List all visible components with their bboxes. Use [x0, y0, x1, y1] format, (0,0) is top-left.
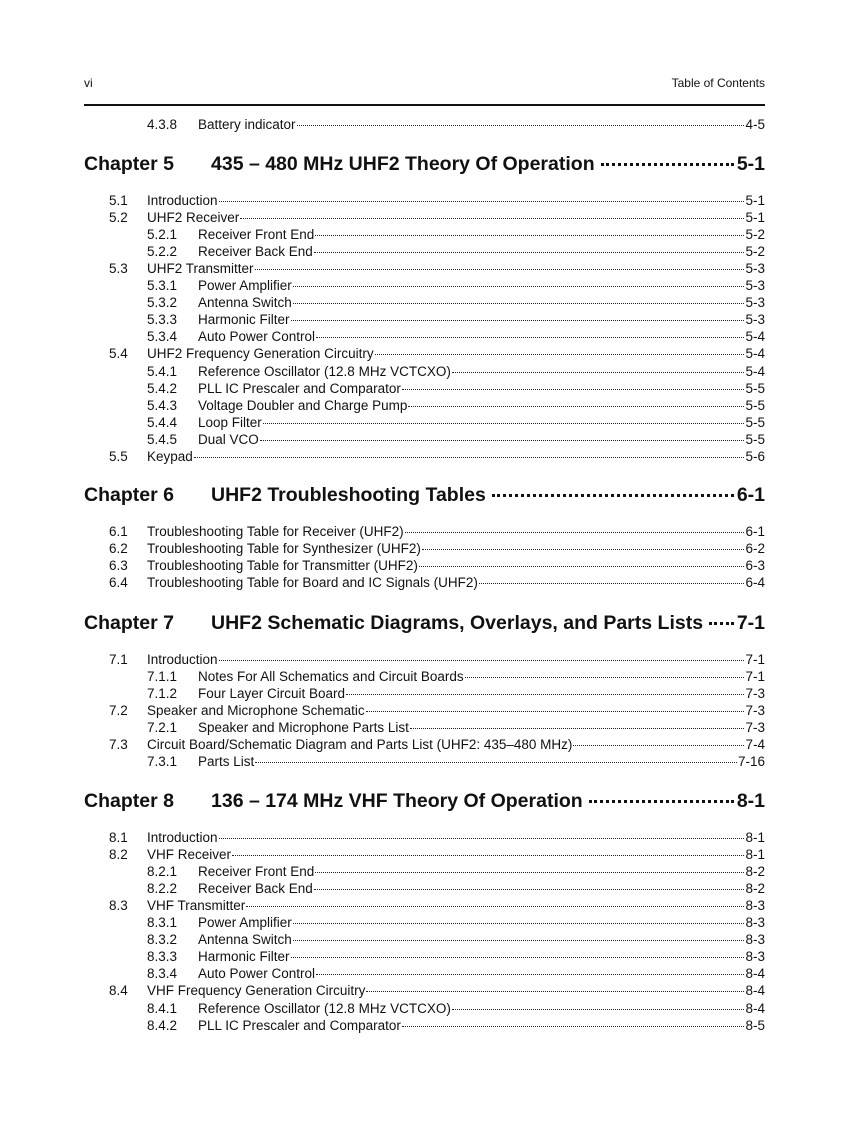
entry-title: Keypad	[147, 449, 193, 464]
entry-title: Auto Power Control	[198, 966, 316, 981]
toc-entry[interactable]	[147, 226, 765, 243]
entry-page: 5-2	[745, 227, 765, 242]
entry-number: 5.4.3	[147, 398, 178, 413]
chapter-page: 8-1	[736, 790, 765, 812]
entry-title: Receiver Back End	[198, 244, 313, 259]
dot-leader	[492, 494, 734, 497]
toc-entry[interactable]	[109, 702, 765, 719]
dot-leader	[375, 354, 745, 355]
chapter-heading[interactable]	[84, 151, 765, 177]
entry-number: 8.3	[109, 898, 128, 913]
entry-title: UHF2 Transmitter	[147, 261, 254, 276]
entry-title: Receiver Front End	[198, 227, 315, 242]
entry-page: 7-3	[745, 703, 765, 718]
entry-title: Troubleshooting Table for Board and IC Signals (UHF2)	[147, 575, 478, 590]
dot-leader	[219, 838, 745, 839]
entry-number: 5.1	[109, 193, 128, 208]
entry-page: 8-1	[745, 847, 765, 862]
dot-leader	[240, 218, 744, 219]
chapter-page: 7-1	[736, 612, 765, 634]
toc-entry[interactable]	[109, 982, 765, 999]
entry-title: UHF2 Receiver	[147, 210, 240, 225]
toc-entry[interactable]	[147, 414, 765, 431]
entry-number: 6.4	[109, 575, 128, 590]
entry-page: 6-3	[745, 558, 765, 573]
entry-number: 5.2.2	[147, 244, 178, 259]
toc-entry[interactable]	[109, 557, 765, 574]
chapter-label: Chapter 5	[84, 153, 174, 175]
chapter-label: Chapter 7	[84, 612, 174, 634]
dot-leader	[219, 201, 745, 202]
entry-page: 8-3	[745, 949, 765, 964]
entry-page: 5-6	[745, 449, 765, 464]
entry-page: 8-4	[745, 1001, 765, 1016]
entry-title: Introduction	[147, 830, 218, 845]
dot-leader	[346, 694, 744, 695]
entry-number: 8.3.4	[147, 966, 178, 981]
entry-page: 5-3	[745, 261, 765, 276]
entry-number: 7.1.2	[147, 686, 178, 701]
entry-number: 7.1.1	[147, 669, 178, 684]
entry-page: 5-5	[745, 432, 765, 447]
entry-title: Loop Filter	[198, 415, 262, 430]
chapter-title: UHF2 Troubleshooting Tables	[211, 484, 486, 506]
toc-entry[interactable]	[109, 846, 765, 863]
entry-title: Troubleshooting Table for Transmitter (UHF2)	[147, 558, 418, 573]
entry-number: 8.3.3	[147, 949, 178, 964]
toc-entry[interactable]	[147, 328, 765, 345]
entry-number: 5.3.1	[147, 278, 178, 293]
entry-number: 7.2	[109, 703, 128, 718]
chapter-heading[interactable]	[84, 482, 765, 508]
entry-number: 7.3	[109, 737, 128, 752]
entry-title: VHF Receiver	[147, 847, 232, 862]
entry-page: 4-5	[745, 117, 765, 132]
entry-number: 7.3.1	[147, 754, 178, 769]
dot-leader	[402, 389, 745, 390]
dot-leader	[293, 286, 745, 287]
chapter-page: 5-1	[736, 153, 765, 175]
entry-number: 8.3.1	[147, 915, 178, 930]
toc-entry[interactable]	[109, 651, 765, 668]
entry-title: Four Layer Circuit Board	[198, 686, 346, 701]
entry-title: Troubleshooting Table for Receiver (UHF2)	[147, 524, 404, 539]
dot-leader	[601, 163, 734, 166]
dot-leader	[194, 457, 745, 458]
entry-page: 8-4	[745, 983, 765, 998]
toc-entry[interactable]	[109, 448, 765, 465]
entry-number: 5.2	[109, 210, 128, 225]
dot-leader	[366, 991, 744, 992]
dot-leader	[422, 549, 745, 550]
toc-entry[interactable]	[147, 914, 765, 931]
toc-entry[interactable]	[147, 431, 765, 448]
entry-title: Dual VCO	[198, 432, 259, 447]
entry-number: 5.4.5	[147, 432, 178, 447]
toc-entry[interactable]	[147, 1000, 765, 1017]
toc-entry[interactable]	[147, 363, 765, 380]
dot-leader	[410, 728, 745, 729]
toc-entry[interactable]	[147, 753, 765, 770]
toc-entry[interactable]	[147, 685, 765, 702]
dot-leader	[293, 940, 745, 941]
chapter-title: 136 – 174 MHz VHF Theory Of Operation	[211, 790, 583, 812]
toc-entry[interactable]	[147, 116, 765, 133]
toc-entry[interactable]	[147, 294, 765, 311]
entry-page: 7-3	[745, 686, 765, 701]
entry-page: 5-3	[745, 312, 765, 327]
entry-title: Notes For All Schematics and Circuit Boards	[198, 669, 464, 684]
entry-page: 8-5	[745, 1018, 765, 1033]
toc-entry[interactable]	[147, 931, 765, 948]
entry-title: PLL IC Prescaler and Comparator	[198, 1018, 401, 1033]
entry-title: Parts List	[198, 754, 255, 769]
entry-number: 5.3.4	[147, 329, 178, 344]
chapter-heading[interactable]	[84, 610, 765, 636]
entry-page: 7-16	[737, 754, 765, 769]
toc-entry[interactable]	[109, 192, 765, 209]
dot-leader	[452, 372, 745, 373]
dot-leader	[452, 1009, 745, 1010]
entry-number: 8.4.2	[147, 1018, 178, 1033]
chapter-label: Chapter 6	[84, 484, 174, 506]
toc-entry[interactable]	[147, 243, 765, 260]
entry-page: 5-4	[745, 346, 765, 361]
entry-page: 6-2	[745, 541, 765, 556]
dot-leader	[293, 923, 745, 924]
entry-page: 8-3	[745, 898, 765, 913]
entry-page: 7-1	[745, 652, 765, 667]
dot-leader	[315, 872, 744, 873]
toc-entry[interactable]	[147, 380, 765, 397]
entry-page: 7-4	[745, 737, 765, 752]
toc-entry[interactable]	[147, 880, 765, 897]
toc-entry[interactable]	[109, 829, 765, 846]
entry-title: Power Amplifier	[198, 915, 292, 930]
entry-title: Reference Oscillator (12.8 MHz VCTCXO)	[198, 1001, 451, 1016]
chapter-heading[interactable]	[84, 788, 765, 814]
entry-title: Speaker and Microphone Parts List	[198, 720, 409, 735]
toc-entry[interactable]	[147, 948, 765, 965]
toc-entry[interactable]	[147, 965, 765, 982]
dot-leader	[314, 252, 745, 253]
dot-leader	[402, 1026, 745, 1027]
entry-number: 8.4.1	[147, 1001, 178, 1016]
entry-number: 8.2	[109, 847, 128, 862]
toc-entry[interactable]	[147, 397, 765, 414]
entry-page: 7-3	[745, 720, 765, 735]
running-title: Table of Contents	[671, 76, 765, 90]
entry-page: 5-3	[745, 278, 765, 293]
dot-leader	[408, 406, 744, 407]
chapter-title: 435 – 480 MHz UHF2 Theory Of Operation	[211, 153, 595, 175]
entry-page: 8-3	[745, 932, 765, 947]
entry-page: 5-3	[745, 295, 765, 310]
entry-title: Power Amplifier	[198, 278, 292, 293]
entry-number: 8.1	[109, 830, 128, 845]
dot-leader	[573, 745, 744, 746]
toc-entry[interactable]	[109, 540, 765, 557]
entry-title: VHF Transmitter	[147, 898, 246, 913]
toc-entry[interactable]	[109, 574, 765, 591]
entry-title: Introduction	[147, 193, 218, 208]
toc-entry[interactable]	[109, 736, 765, 753]
entry-page: 5-4	[745, 329, 765, 344]
entry-page: 8-3	[745, 915, 765, 930]
entry-number: 4.3.8	[147, 117, 178, 132]
entry-page: 8-2	[745, 881, 765, 896]
entry-page: 5-1	[745, 210, 765, 225]
toc-entry[interactable]	[147, 277, 765, 294]
dot-leader	[315, 235, 744, 236]
toc-entry[interactable]	[147, 719, 765, 736]
entry-number: 5.4	[109, 346, 128, 361]
entry-number: 5.2.1	[147, 227, 178, 242]
toc-entry[interactable]	[147, 668, 765, 685]
entry-number: 8.4	[109, 983, 128, 998]
dot-leader	[246, 906, 744, 907]
dot-leader	[260, 440, 745, 441]
entry-number: 5.4.2	[147, 381, 178, 396]
toc-entry[interactable]	[147, 311, 765, 328]
entry-title: Harmonic Filter	[198, 949, 290, 964]
chapter-title: UHF2 Schematic Diagrams, Overlays, and Parts Lists	[211, 612, 704, 634]
dot-leader	[293, 303, 745, 304]
entry-page: 8-2	[745, 864, 765, 879]
toc-entry[interactable]	[147, 863, 765, 880]
dot-leader	[255, 762, 737, 763]
toc-entry[interactable]	[109, 523, 765, 540]
entry-number: 6.3	[109, 558, 128, 573]
entry-number: 8.2.1	[147, 864, 178, 879]
entry-title: Speaker and Microphone Schematic	[147, 703, 365, 718]
entry-number: 5.4.1	[147, 364, 178, 379]
entry-number: 6.1	[109, 524, 128, 539]
entry-title: Introduction	[147, 652, 218, 667]
dot-leader	[419, 566, 745, 567]
dot-leader	[232, 855, 744, 856]
dot-leader	[316, 337, 744, 338]
entry-number: 6.2	[109, 541, 128, 556]
entry-number: 8.2.2	[147, 881, 178, 896]
entry-title: Harmonic Filter	[198, 312, 290, 327]
entry-title: UHF2 Frequency Generation Circuitry	[147, 346, 374, 361]
entry-title: VHF Frequency Generation Circuitry	[147, 983, 366, 998]
entry-number: 5.3.3	[147, 312, 178, 327]
dot-leader	[314, 889, 745, 890]
dot-leader	[219, 660, 745, 661]
entry-page: 8-4	[745, 966, 765, 981]
entry-title: Battery indicator	[198, 117, 296, 132]
entry-page: 5-2	[745, 244, 765, 259]
entry-page: 6-4	[745, 575, 765, 590]
entry-number: 5.3	[109, 261, 128, 276]
dot-leader	[465, 677, 745, 678]
entry-number: 5.3.2	[147, 295, 178, 310]
entry-page: 5-5	[745, 398, 765, 413]
entry-page: 5-1	[745, 193, 765, 208]
dot-leader	[405, 532, 745, 533]
entry-page: 6-1	[745, 524, 765, 539]
entry-page: 5-5	[745, 415, 765, 430]
entry-title: Circuit Board/Schematic Diagram and Parts List (UHF2: 435–480 MHz)	[147, 737, 573, 752]
dot-leader	[316, 974, 744, 975]
entry-title: Reference Oscillator (12.8 MHz VCTCXO)	[198, 364, 451, 379]
entry-number: 8.3.2	[147, 932, 178, 947]
entry-title: Troubleshooting Table for Synthesizer (UHF2)	[147, 541, 421, 556]
entry-title: Receiver Back End	[198, 881, 313, 896]
chapter-label: Chapter 8	[84, 790, 174, 812]
chapter-page: 6-1	[736, 484, 765, 506]
entry-title: Receiver Front End	[198, 864, 315, 879]
entry-number: 7.2.1	[147, 720, 178, 735]
toc-entry[interactable]	[109, 897, 765, 914]
entry-title: Voltage Doubler and Charge Pump	[198, 398, 408, 413]
dot-leader	[589, 800, 734, 803]
dot-leader	[255, 269, 745, 270]
entry-title: Antenna Switch	[198, 932, 292, 947]
entry-page: 5-4	[745, 364, 765, 379]
dot-leader	[479, 583, 745, 584]
toc-entry[interactable]	[109, 209, 765, 226]
toc-entry[interactable]	[109, 345, 765, 362]
dot-leader	[291, 320, 745, 321]
entry-page: 5-5	[745, 381, 765, 396]
toc-entry[interactable]	[147, 1017, 765, 1034]
entry-page: 8-1	[745, 830, 765, 845]
toc-entry[interactable]	[109, 260, 765, 277]
dot-leader	[291, 957, 745, 958]
dot-leader	[709, 622, 734, 625]
page-number: vi	[84, 76, 93, 90]
entry-number: 5.4.4	[147, 415, 178, 430]
entry-number: 7.1	[109, 652, 128, 667]
dot-leader	[297, 125, 745, 126]
dot-leader	[366, 711, 745, 712]
entry-title: Antenna Switch	[198, 295, 292, 310]
entry-title: Auto Power Control	[198, 329, 316, 344]
entry-page: 7-1	[745, 669, 765, 684]
entry-title: PLL IC Prescaler and Comparator	[198, 381, 401, 396]
entry-number: 5.5	[109, 449, 128, 464]
dot-leader	[263, 423, 745, 424]
